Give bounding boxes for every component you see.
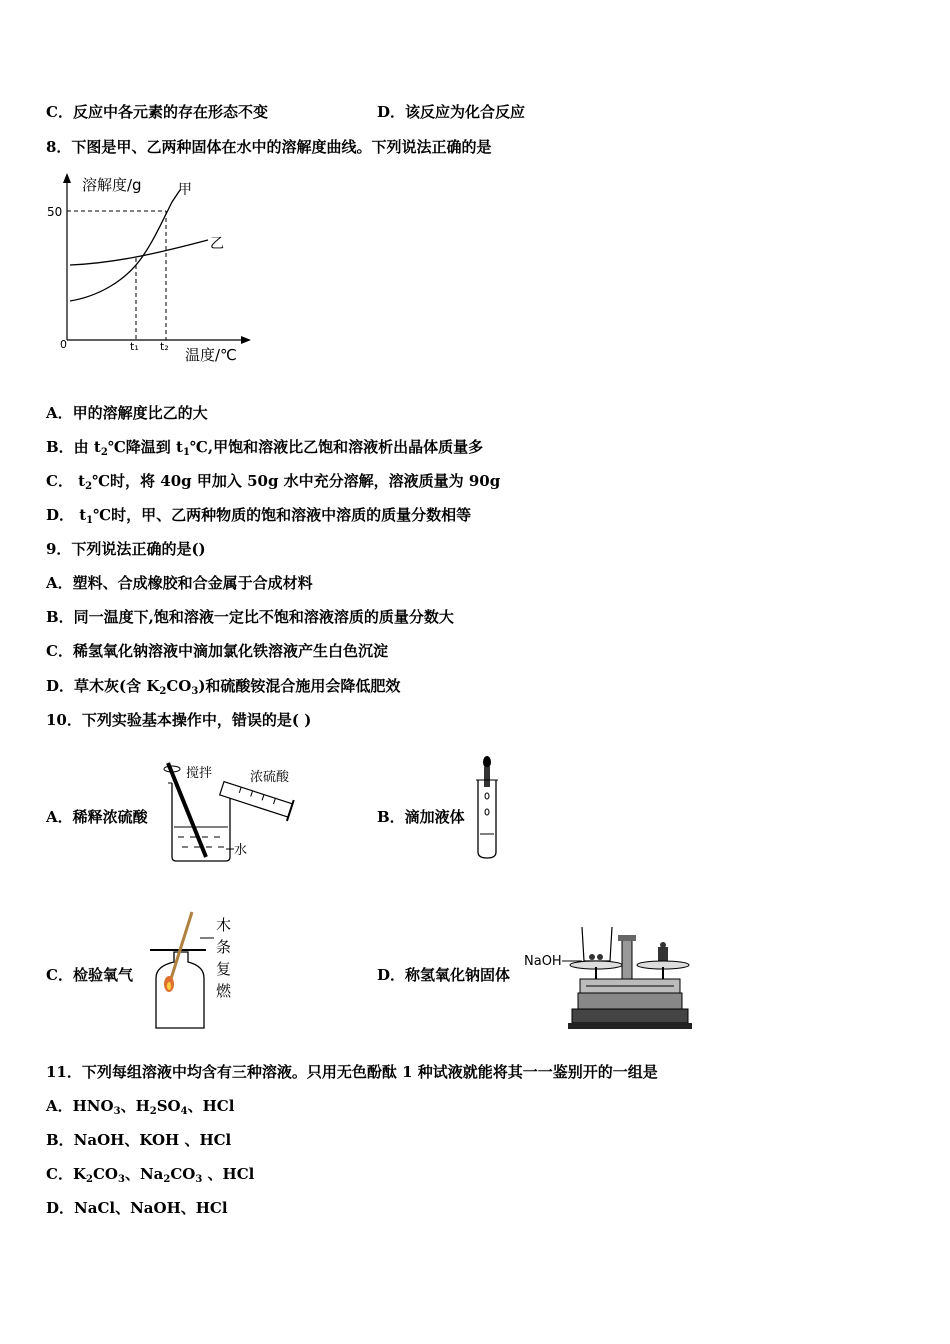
- column-top: [618, 935, 636, 941]
- q9-d-text2: CO: [166, 677, 192, 695]
- drop-2: [485, 809, 489, 815]
- q11-c-text3: 、Na: [124, 1165, 164, 1183]
- q11-a-sub2: 2: [149, 1106, 157, 1117]
- gas-bottle: [156, 952, 204, 1028]
- q11-option-b: B．NaOH、KOH 、HCl: [46, 1131, 232, 1149]
- q10-stem: 10．下列实验基本操作中，错误的是( ): [46, 711, 312, 729]
- wood-stick: [170, 912, 192, 982]
- q8-option-a: A．甲的溶解度比乙的大: [46, 404, 208, 422]
- q11-stem: 11．下列每组溶液中均含有三种溶液。只用无色酚酞 1 种试液就能将其一一鉴别开的一组是: [46, 1063, 658, 1081]
- label-tiao: 条: [216, 938, 232, 956]
- y-axis-arrow: [63, 173, 71, 183]
- q8-c-sub1: 2: [85, 481, 93, 492]
- x-axis-arrow: [241, 336, 251, 344]
- q11-a-text4: 、HCl: [187, 1097, 235, 1115]
- pellet-1: [589, 954, 595, 960]
- weight: [658, 947, 668, 961]
- q8-option-d: [46, 505, 471, 525]
- q9-option-d: [46, 676, 400, 696]
- q11-c-sub4: 3: [195, 1174, 203, 1185]
- q11-option-d: D．NaCl、NaOH、HCl: [46, 1199, 228, 1217]
- solubility-chart: [40, 168, 270, 368]
- label-mu: 木: [216, 916, 232, 934]
- q8-option-b: [46, 437, 483, 457]
- q8-d-sub1: 1: [86, 515, 94, 526]
- balance-base: [572, 1009, 688, 1023]
- water-label: 水: [234, 843, 248, 858]
- q11-a-sub1: 3: [113, 1106, 121, 1117]
- dropper-tube: [484, 767, 490, 787]
- q8-b-sub2: 1: [182, 447, 190, 458]
- pellet-2: [597, 954, 603, 960]
- stir-label: 搅拌: [186, 766, 213, 781]
- t2-label: t₂: [160, 340, 169, 353]
- q8-b-sub1: 2: [100, 447, 108, 458]
- curve-yi-label: 乙: [210, 236, 224, 252]
- y-axis-label: 溶解度/g: [82, 176, 142, 194]
- q8-b-text2: ℃降温到 t: [107, 438, 183, 456]
- balance-foot: [568, 1023, 692, 1029]
- q9-option-b: B．同一温度下,饱和溶液一定比不饱和溶液溶质的质量分数大: [46, 608, 454, 626]
- q11-a-sub3: 4: [180, 1106, 188, 1117]
- q10-option-d: D．称氢氧化钠固体: [377, 966, 511, 984]
- acid-label: 浓硫酸: [250, 770, 290, 785]
- label-fu: 复: [216, 960, 232, 978]
- t1-label: t₁: [130, 340, 139, 353]
- q11-a-text1: A．HNO: [46, 1097, 114, 1115]
- oxygen-test-figure: [140, 910, 250, 1035]
- q10-option-a: A．稀释浓硫酸: [46, 808, 148, 826]
- balance-body: [578, 993, 682, 1009]
- q8-c-text2: ℃时，将 40g 甲加入 50g 水中充分溶解，溶液质量为 90g: [92, 472, 501, 490]
- dropper-figure: [470, 752, 504, 862]
- q8-b-text3: ℃,甲饱和溶液比乙饱和溶液析出晶体质量多: [189, 438, 484, 456]
- q11-c-sub2: 3: [117, 1174, 125, 1185]
- balance-beaker: [582, 927, 612, 961]
- origin-label: 0: [60, 338, 67, 351]
- q8-d-text2: ℃时，甲、乙两种物质的饱和溶液中溶质的质量分数相等: [93, 506, 472, 524]
- q11-a-text2: 、H: [120, 1097, 150, 1115]
- q11-option-c: [46, 1164, 254, 1184]
- flame-core: [167, 982, 171, 990]
- pointer-column: [622, 939, 632, 981]
- curve-jia-label: 甲: [178, 182, 192, 198]
- q11-option-a: [46, 1096, 234, 1116]
- weight-knob: [660, 942, 666, 948]
- q7-option-d: D．该反应为化合反应: [377, 103, 526, 121]
- q11-c-sub1: 2: [85, 1174, 93, 1185]
- q9-d-text1: D．草木灰(含 K: [46, 677, 160, 695]
- q9-d-sub2: 3: [191, 686, 199, 697]
- dropper-bulb: [483, 756, 491, 768]
- q11-c-text1: C．K: [46, 1165, 86, 1183]
- q8-option-c: [46, 471, 500, 491]
- q7-option-c: C．反应中各元素的存在形态不变: [46, 103, 268, 121]
- drop-1: [485, 793, 489, 799]
- q9-d-text3: )和硫酸铵混合施用会降低肥效: [198, 677, 401, 695]
- q9-stem: 9．下列说法正确的是(): [46, 540, 206, 558]
- naoh-label: NaOH: [524, 954, 562, 969]
- q9-d-sub1: 2: [159, 686, 167, 697]
- q8-stem: 8．下图是甲、乙两种固体在水中的溶解度曲线。下列说法正确的是: [46, 138, 492, 156]
- balance-figure: [522, 915, 694, 1033]
- q11-c-text5: 、HCl: [202, 1165, 255, 1183]
- label-ran: 燃: [216, 982, 232, 1000]
- test-tube: [478, 780, 496, 858]
- q11-a-text3: SO: [156, 1097, 181, 1115]
- q10-option-b: B．滴加液体: [377, 808, 465, 826]
- x-axis-label: 温度/℃: [185, 346, 237, 364]
- q11-c-text4: CO: [170, 1165, 196, 1183]
- q8-c-text1: C． t: [46, 472, 86, 490]
- dilute-acid-figure: [158, 755, 308, 865]
- q9-option-c: C．稀氢氧化钠溶液中滴加氯化铁溶液产生白色沉淀: [46, 642, 388, 660]
- q11-c-sub3: 2: [163, 1174, 171, 1185]
- q9-option-a: A．塑料、合成橡胶和合金属于合成材料: [46, 574, 313, 592]
- q8-d-text1: D． t: [46, 506, 87, 524]
- q10-option-c: C．检验氧气: [46, 966, 133, 984]
- q11-c-text2: CO: [92, 1165, 118, 1183]
- q8-b-text1: B．由 t: [46, 438, 101, 456]
- curve-jia: [70, 190, 180, 301]
- y-tick-50: 50: [47, 205, 63, 219]
